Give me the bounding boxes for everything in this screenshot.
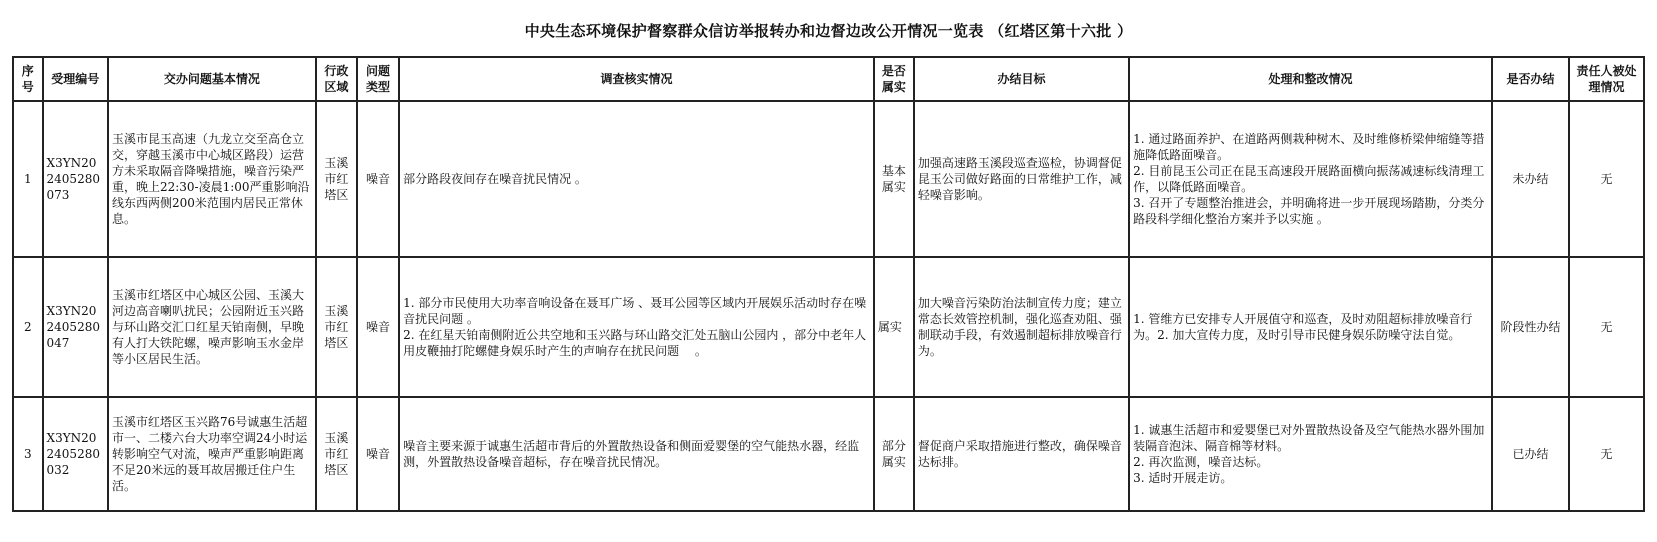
cell-goal: 加强高速路玉溪段巡查巡检，协调督促昆玉公司做好路面的日常维护工作，减轻噪音影响。 [914,101,1129,257]
cell-verified: 基本属实 [874,101,914,257]
investigation-line: 噪音主要来源于诚惠生活超市背后的外置散热设备和侧面爱婴堡的空气能热水器，经监测，外置散热设备噪音超标，存在噪音扰民情况。 [403,439,860,469]
cell-problem: 玉溪市红塔区玉兴路76号诚惠生活超市一、二楼六台大功率空调24小时运转影响空气对流，噪声严重影响距离不足20米远的聂耳故居搬迁住户生活。 [108,397,316,511]
cell-id: X3YN202405280047 [43,257,108,397]
cell-type: 噪音 [357,397,399,511]
cell-id: X3YN202405280032 [43,397,108,511]
cell-closed: 已办结 [1492,397,1569,511]
header-goal: 办结目标 [914,57,1129,101]
header-id: 受理编号 [43,57,108,101]
cell-type: 噪音 [357,257,399,397]
table-row [13,101,1644,257]
handling-line: 1. 诚惠生活超市和爱婴堡已对外置散热设备及空气能热水器外围加装隔音泡沫、隔音棉等材料。 [1133,423,1485,453]
cell-closed: 阶段性办结 [1492,257,1569,397]
header-seq: 序号 [13,57,43,101]
header-closed: 是否办结 [1492,57,1569,101]
cell-region: 玉溪市红塔区 [316,397,357,511]
header-region: 行政区域 [316,57,357,101]
cell-problem: 玉溪市昆玉高速（九龙立交至高仓立交，穿越玉溪市中心城区路段）运营方未采取隔音降噪措施，噪音污染严重，晚上22:30-凌晨1:00严重影响沿线东西两侧200米范围内居民正常休息。 [108,101,316,257]
cell-investigation [399,257,874,397]
handling-line: 2. 目前昆玉公司正在昆玉高速段开展路面横向振荡减速标线清理工作，以降低路面噪音。 [1133,164,1485,194]
cell-id: X3YN202405280073 [43,101,108,257]
header-problem: 交办问题基本情况 [108,57,316,101]
header-investigation: 调查核实情况 [399,57,874,101]
header-handling: 处理和整改情况 [1129,57,1492,101]
header-row [13,57,1644,101]
table-row [13,257,1644,397]
cell-accountability: 无 [1569,257,1644,397]
investigation-line: 1. 部分市民使用大功率音响设备在聂耳广场 、聂耳公园等区域内开展娱乐活动时存在噪音扰民问题 。 [403,296,867,326]
cell-verified: 属实 [874,257,914,397]
header-verified: 是否属实 [874,57,914,101]
cell-region: 玉溪市红塔区 [316,101,357,257]
header-accountability: 责任人被处理情况 [1569,57,1644,101]
header-type: 问题类型 [357,57,399,101]
cell-verified: 部分属实 [874,397,914,511]
cell-goal: 督促商户采取措施进行整改，确保噪音达标排。 [914,397,1129,511]
investigation-line: 2. 在红星天铂南侧附近公共空地和玉兴路与环山路交汇处五脑山公园内 ，部分中老年人用皮鞭抽打陀螺健身娱乐时产生的声响存在扰民问题 。 [403,328,867,358]
handling-line: 1. 管维方已安排专人开展值守和巡查，及时劝阻超标排放噪音行为。2. 加大宣传力度，及时引导市民健身娱乐防噪守法自觉。 [1133,312,1473,342]
table-row [13,397,1644,511]
cell-seq: 2 [13,257,43,397]
cell-closed: 未办结 [1492,101,1569,257]
cell-seq: 1 [13,101,43,257]
cell-accountability: 无 [1569,397,1644,511]
investigation-line: 部分路段夜间存在噪音扰民情况 。 [403,172,587,186]
cell-region: 玉溪市红塔区 [316,257,357,397]
cell-handling [1129,257,1492,397]
handling-line: 1. 通过路面养护、在道路两侧栽种树木、及时维修桥梁伸缩缝等措施降低路面噪音。 [1133,132,1485,162]
report-table [12,56,1645,512]
cell-investigation [399,101,874,257]
cell-problem: 玉溪市红塔区中心城区公园、玉溪大河边高音喇叭扰民；公园附近玉兴路与环山路交汇口红星天铂南侧，早晚有人打大铁陀螺，噪声影响玉水金岸等小区居民生活。 [108,257,316,397]
cell-goal: 加大噪音污染防治法制宣传力度；建立常态长效管控机制，强化巡查劝阻、强制联动手段，有效遏制超标排放噪音行为。 [914,257,1129,397]
page-title: 中央生态环境保护督察群众信访举报转办和边督边改公开情况一览表 （红塔区第十六批 ） [524,22,1133,40]
cell-seq: 3 [13,397,43,511]
cell-handling [1129,101,1492,257]
handling-line: 3. 适时开展走访。 [1133,471,1233,485]
cell-handling [1129,397,1492,511]
cell-investigation [399,397,874,511]
handling-line: 3. 召开了专题整治推进会，并明确将进一步开展现场踏勘，分类分路段科学细化整治方案并予以实施 。 [1133,196,1485,226]
handling-line: 2. 再次监测，噪音达标。 [1133,455,1269,469]
cell-type: 噪音 [357,101,399,257]
cell-accountability: 无 [1569,101,1644,257]
